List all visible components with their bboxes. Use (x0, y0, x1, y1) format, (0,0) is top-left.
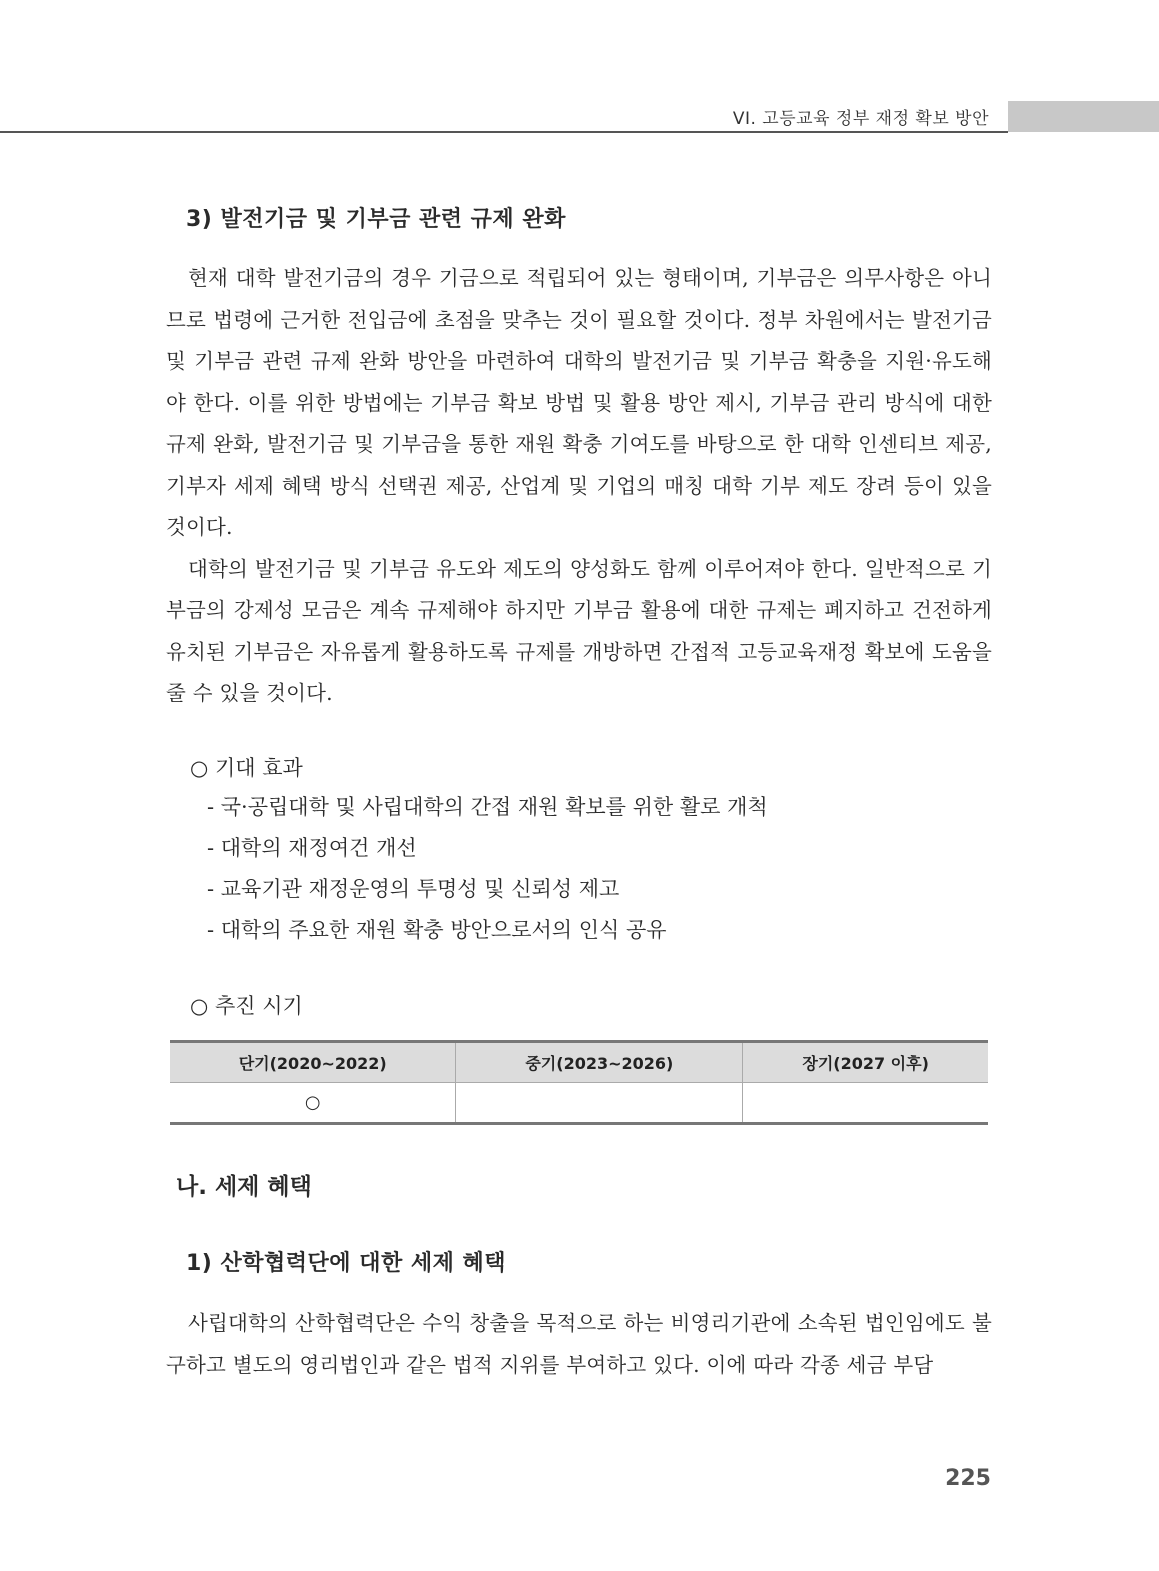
schedule-table (170, 1040, 988, 1125)
table-cell-mid-term (456, 1083, 743, 1124)
page-number: 225 (945, 1466, 991, 1491)
effects-item: - 국·공립대학 및 사립대학의 간접 재원 확보를 위한 활로 개척 (207, 795, 768, 819)
effects-list (207, 787, 768, 951)
paragraph-1: 현재 대학 발전기금의 경우 기금으로 적립되어 있는 형태이며, 기부금은 의무사항은 아니므로 법령에 근거한 전입금에 초점을 맞추는 것이 필요할 것이다. 정부 차원에서는 발전기금 및 기부금 관련 규제 완화 방안을 마련하여 대학의 발전기금 및 기부금 확충을 지원·유도해야 한다. 이를 위한 방법에는 기부금 확보 방법 및 활용 방안 제시, 기부금 관리 방식에 대한 규제 완화, 발전기금 및 기부금을 통한 재원 확충 기여도를 바탕으로 한 대학 인센티브 제공, 기부자 세제 혜택 방식 선택권 제공, 산업계 및 기업의 매칭 대학 기부 제도 장려 등이 있을 것이다. (166, 266, 992, 539)
paragraph-3: 사립대학의 산학협력단은 수익 창출을 목적으로 하는 비영리기관에 소속된 법인임에도 불구하고 별도의 영리법인과 같은 법적 지위를 부여하고 있다. 이에 따라 각종 세금 부담 (166, 1311, 992, 1377)
subsection-1-body (166, 1303, 992, 1386)
effects-item: - 대학의 재정여건 개선 (207, 836, 417, 860)
header-tab-block (1008, 101, 1159, 132)
subsection-3-title: 3) 발전기금 및 기부금 관련 규제 완화 (186, 207, 566, 232)
table-header-long-term: 장기(2027 이후) (743, 1042, 988, 1083)
chapter-header: VI. 고등교육 정부 재정 확보 방안 (732, 109, 989, 129)
effects-heading: ○ 기대 효과 (190, 756, 303, 780)
table-cell-short-term: ○ (170, 1083, 456, 1124)
table-header-row (170, 1042, 988, 1083)
subsection-1-title: 1) 산학협력단에 대한 세제 혜택 (186, 1251, 507, 1276)
table-cell-long-term (743, 1083, 988, 1124)
table-row (170, 1083, 988, 1124)
table-header-short-term: 단기(2020~2022) (170, 1042, 456, 1083)
table-header-mid-term: 중기(2023~2026) (456, 1042, 743, 1083)
paragraph-2: 대학의 발전기금 및 기부금 유도와 제도의 양성화도 함께 이루어져야 한다. 일반적으로 기부금의 강제성 모금은 계속 규제해야 하지만 기부금 활용에 대한 규제는 폐지하고 건전하게 유치된 기부금은 자유롭게 활용하도록 규제를 개방하면 간접적 고등교육재정 확보에 도움을 줄 수 있을 것이다. (166, 556, 992, 705)
effects-item: - 대학의 주요한 재원 확충 방안으로서의 인식 공유 (207, 918, 667, 942)
subsection-3-body (166, 258, 992, 715)
effects-item: - 교육기관 재정운영의 투명성 및 신뢰성 제고 (207, 877, 620, 901)
header-rule (0, 131, 1008, 133)
section-na-title: 나. 세제 혜택 (176, 1174, 312, 1200)
timing-heading: ○ 추진 시기 (190, 994, 303, 1018)
